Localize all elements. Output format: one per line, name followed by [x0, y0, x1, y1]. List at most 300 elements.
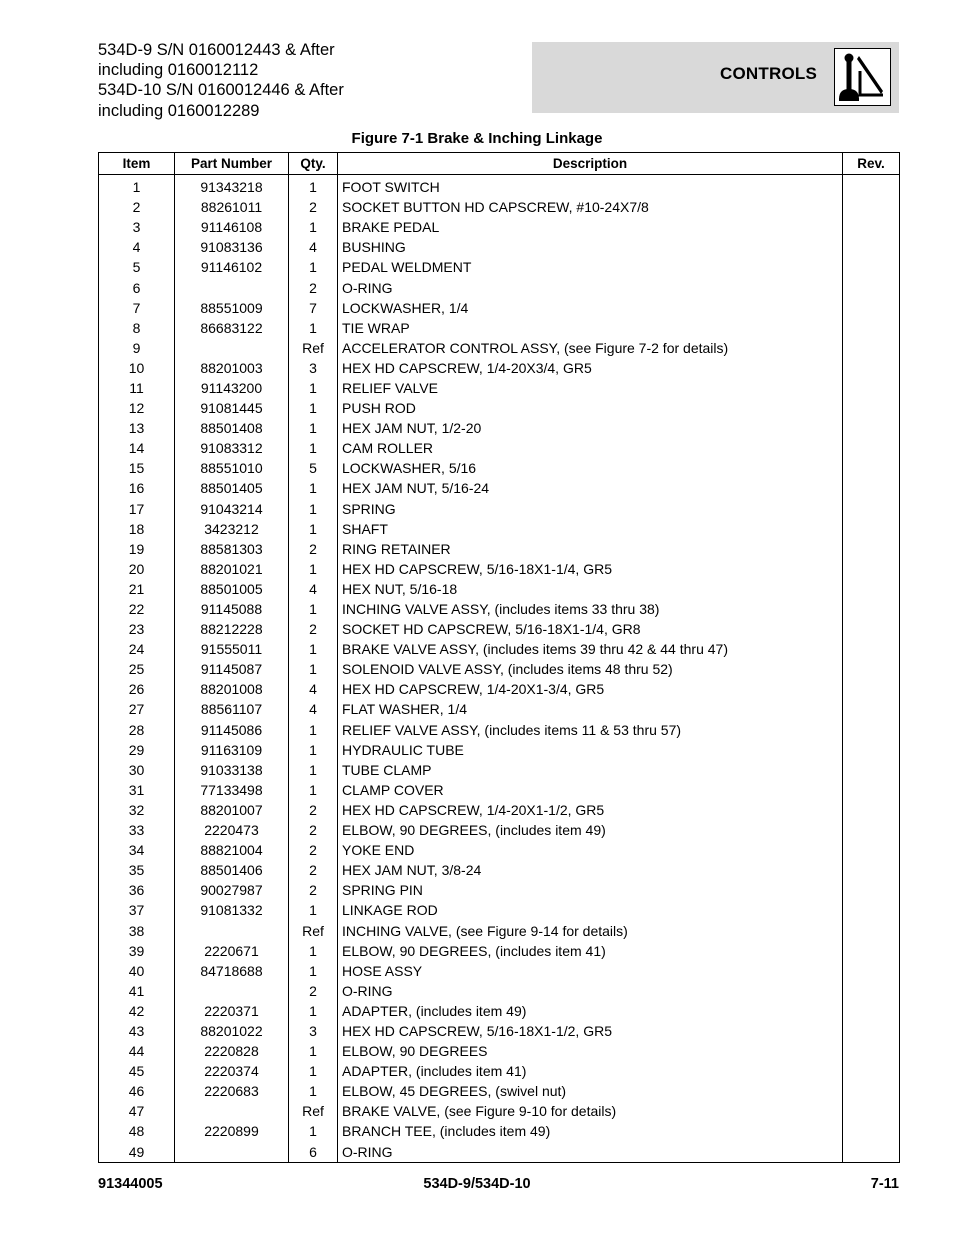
cell-qty: 3 — [289, 358, 338, 378]
cell-description: INCHING VALVE, (see Figure 9-14 for details) — [338, 920, 843, 940]
cell-item: 6 — [99, 277, 175, 297]
cell-part-number: 91043214 — [175, 499, 289, 519]
cell-rev — [843, 860, 900, 880]
cell-description: HEX JAM NUT, 3/8-24 — [338, 860, 843, 880]
col-header-qty: Qty. — [289, 153, 338, 175]
cell-part-number: 91145086 — [175, 720, 289, 740]
cell-qty: 1 — [289, 1001, 338, 1021]
table-row — [99, 298, 900, 318]
table-row — [99, 880, 900, 900]
cell-rev — [843, 820, 900, 840]
footer-model: 534D-9/534D-10 — [423, 1176, 531, 1192]
cell-description: CAM ROLLER — [338, 438, 843, 458]
table-row — [99, 237, 900, 257]
col-header-item: Item — [99, 153, 175, 175]
cell-part-number: 88201022 — [175, 1021, 289, 1041]
cell-item: 17 — [99, 499, 175, 519]
cell-part-number: 88201021 — [175, 559, 289, 579]
cell-rev — [843, 499, 900, 519]
cell-description: O-RING — [338, 277, 843, 297]
cell-rev — [843, 478, 900, 498]
cell-rev — [843, 418, 900, 438]
cell-description: BRANCH TEE, (includes item 49) — [338, 1121, 843, 1141]
cell-item: 30 — [99, 760, 175, 780]
cell-description: HOSE ASSY — [338, 961, 843, 981]
cell-item: 11 — [99, 378, 175, 398]
cell-description: LOCKWASHER, 1/4 — [338, 298, 843, 318]
cell-item: 46 — [99, 1081, 175, 1101]
cell-qty: 1 — [289, 740, 338, 760]
cell-item: 20 — [99, 559, 175, 579]
table-row — [99, 338, 900, 358]
table-row — [99, 499, 900, 519]
cell-qty: 1 — [289, 438, 338, 458]
cell-description: LOCKWASHER, 5/16 — [338, 458, 843, 478]
cell-item: 35 — [99, 860, 175, 880]
table-row — [99, 257, 900, 277]
table-row — [99, 679, 900, 699]
cell-rev — [843, 519, 900, 539]
cell-description: SHAFT — [338, 519, 843, 539]
cell-part-number: 3423212 — [175, 519, 289, 539]
cell-description: HEX JAM NUT, 1/2-20 — [338, 418, 843, 438]
cell-item: 31 — [99, 780, 175, 800]
cell-qty: 2 — [289, 619, 338, 639]
cell-item: 25 — [99, 659, 175, 679]
cell-rev — [843, 1001, 900, 1021]
table-row — [99, 699, 900, 719]
cell-qty: 1 — [289, 720, 338, 740]
cell-item: 19 — [99, 539, 175, 559]
table-row — [99, 920, 900, 940]
cell-part-number: 91146102 — [175, 257, 289, 277]
cell-item: 40 — [99, 961, 175, 981]
cell-part-number: 88501408 — [175, 418, 289, 438]
cell-part-number — [175, 981, 289, 1001]
cell-qty: 2 — [289, 981, 338, 1001]
cell-qty: 1 — [289, 760, 338, 780]
table-row — [99, 820, 900, 840]
cell-item: 38 — [99, 920, 175, 940]
table-row — [99, 197, 900, 217]
cell-item: 32 — [99, 800, 175, 820]
cell-part-number: 91163109 — [175, 740, 289, 760]
cell-part-number: 2220828 — [175, 1041, 289, 1061]
cell-rev — [843, 619, 900, 639]
cell-rev — [843, 175, 900, 198]
table-row — [99, 1001, 900, 1021]
table-row — [99, 579, 900, 599]
cell-rev — [843, 458, 900, 478]
cell-description: SOCKET BUTTON HD CAPSCREW, #10-24X7/8 — [338, 197, 843, 217]
cell-part-number: 77133498 — [175, 780, 289, 800]
cell-part-number: 88261011 — [175, 197, 289, 217]
table-row — [99, 941, 900, 961]
cell-part-number: 2220371 — [175, 1001, 289, 1021]
cell-part-number: 88551009 — [175, 298, 289, 318]
cell-description: ELBOW, 90 DEGREES, (includes item 49) — [338, 820, 843, 840]
cell-qty: 1 — [289, 318, 338, 338]
cell-item: 18 — [99, 519, 175, 539]
cell-item: 22 — [99, 599, 175, 619]
table-row — [99, 1041, 900, 1061]
cell-item: 27 — [99, 699, 175, 719]
cell-item: 16 — [99, 478, 175, 498]
table-row — [99, 599, 900, 619]
table-row — [99, 1101, 900, 1121]
cell-rev — [843, 1101, 900, 1121]
cell-rev — [843, 961, 900, 981]
table-row — [99, 458, 900, 478]
cell-part-number: 88551010 — [175, 458, 289, 478]
cell-part-number: 90027987 — [175, 880, 289, 900]
cell-qty: 4 — [289, 699, 338, 719]
cell-description: PEDAL WELDMENT — [338, 257, 843, 277]
footer-doc-number: 91344005 — [98, 1176, 163, 1192]
cell-description: BUSHING — [338, 237, 843, 257]
cell-item: 2 — [99, 197, 175, 217]
table-row — [99, 478, 900, 498]
cell-qty: 2 — [289, 539, 338, 559]
cell-qty: 1 — [289, 1061, 338, 1081]
cell-item: 33 — [99, 820, 175, 840]
cell-rev — [843, 318, 900, 338]
cell-description: YOKE END — [338, 840, 843, 860]
table-row — [99, 720, 900, 740]
parts-table — [98, 152, 900, 1163]
cell-item: 8 — [99, 318, 175, 338]
cell-item: 26 — [99, 679, 175, 699]
table-row — [99, 175, 900, 198]
cell-description: PUSH ROD — [338, 398, 843, 418]
table-row — [99, 1121, 900, 1141]
cell-part-number: 88212228 — [175, 619, 289, 639]
cell-item: 5 — [99, 257, 175, 277]
cell-part-number: 2220683 — [175, 1081, 289, 1101]
cell-item: 37 — [99, 900, 175, 920]
cell-part-number: 88501406 — [175, 860, 289, 880]
col-header-part-number: Part Number — [175, 153, 289, 175]
cell-part-number: 91033138 — [175, 760, 289, 780]
cell-qty: 2 — [289, 880, 338, 900]
cell-rev — [843, 237, 900, 257]
cell-qty: 1 — [289, 175, 338, 198]
cell-rev — [843, 1061, 900, 1081]
cell-qty: 2 — [289, 277, 338, 297]
cell-item: 14 — [99, 438, 175, 458]
cell-item: 15 — [99, 458, 175, 478]
cell-item: 4 — [99, 237, 175, 257]
col-header-rev: Rev. — [843, 153, 900, 175]
cell-qty: 2 — [289, 840, 338, 860]
cell-item: 47 — [99, 1101, 175, 1121]
cell-description: BRAKE VALVE ASSY, (includes items 39 thru 42 & 44 thru 47) — [338, 639, 843, 659]
cell-description: HEX HD CAPSCREW, 5/16-18X1-1/2, GR5 — [338, 1021, 843, 1041]
cell-rev — [843, 378, 900, 398]
cell-item: 43 — [99, 1021, 175, 1041]
cell-rev — [843, 1121, 900, 1141]
cell-qty: 1 — [289, 478, 338, 498]
cell-qty: 1 — [289, 418, 338, 438]
cell-item: 7 — [99, 298, 175, 318]
cell-description: HEX HD CAPSCREW, 1/4-20X3/4, GR5 — [338, 358, 843, 378]
footer-page-number: 7-11 — [870, 1176, 899, 1192]
cell-item: 1 — [99, 175, 175, 198]
cell-rev — [843, 559, 900, 579]
table-row — [99, 1061, 900, 1081]
cell-rev — [843, 298, 900, 318]
cell-description: HEX HD CAPSCREW, 5/16-18X1-1/4, GR5 — [338, 559, 843, 579]
cell-part-number: 88561107 — [175, 699, 289, 719]
cell-part-number: 88201007 — [175, 800, 289, 820]
cell-description: TIE WRAP — [338, 318, 843, 338]
cell-qty: 1 — [289, 941, 338, 961]
cell-qty: 1 — [289, 1041, 338, 1061]
cell-description: HEX NUT, 5/16-18 — [338, 579, 843, 599]
table-row — [99, 780, 900, 800]
cell-qty: Ref — [289, 1101, 338, 1121]
cell-rev — [843, 257, 900, 277]
cell-part-number: 91083136 — [175, 237, 289, 257]
cell-qty: 4 — [289, 237, 338, 257]
cell-part-number: 91081332 — [175, 900, 289, 920]
cell-rev — [843, 699, 900, 719]
table-row — [99, 760, 900, 780]
cell-part-number: 91343218 — [175, 175, 289, 198]
cell-rev — [843, 197, 900, 217]
cell-rev — [843, 1021, 900, 1041]
cell-qty: 1 — [289, 398, 338, 418]
cell-rev — [843, 941, 900, 961]
cell-rev — [843, 1142, 900, 1163]
cell-qty: 1 — [289, 519, 338, 539]
cell-rev — [843, 760, 900, 780]
cell-description: O-RING — [338, 1142, 843, 1163]
cell-rev — [843, 217, 900, 237]
table-row — [99, 358, 900, 378]
cell-rev — [843, 740, 900, 760]
table-row — [99, 318, 900, 338]
cell-item: 49 — [99, 1142, 175, 1163]
cell-rev — [843, 880, 900, 900]
cell-qty: 1 — [289, 780, 338, 800]
cell-qty: 5 — [289, 458, 338, 478]
cell-qty: 3 — [289, 1021, 338, 1041]
table-row — [99, 539, 900, 559]
cell-description: SPRING PIN — [338, 880, 843, 900]
cell-part-number: 88581303 — [175, 539, 289, 559]
cell-part-number: 91081445 — [175, 398, 289, 418]
cell-description: BRAKE PEDAL — [338, 217, 843, 237]
table-row — [99, 438, 900, 458]
cell-description: LINKAGE ROD — [338, 900, 843, 920]
cell-rev — [843, 539, 900, 559]
cell-item: 36 — [99, 880, 175, 900]
cell-part-number: 2220473 — [175, 820, 289, 840]
cell-description: HEX HD CAPSCREW, 1/4-20X1-1/2, GR5 — [338, 800, 843, 820]
table-row — [99, 559, 900, 579]
cell-description: INCHING VALVE ASSY, (includes items 33 thru 38) — [338, 599, 843, 619]
table-row — [99, 840, 900, 860]
table-row — [99, 398, 900, 418]
cell-part-number: 86683122 — [175, 318, 289, 338]
table-row — [99, 659, 900, 679]
cell-description: HEX HD CAPSCREW, 1/4-20X1-3/4, GR5 — [338, 679, 843, 699]
cell-qty: 1 — [289, 1121, 338, 1141]
cell-qty: 1 — [289, 599, 338, 619]
cell-description: ELBOW, 90 DEGREES, (includes item 41) — [338, 941, 843, 961]
cell-description: SOLENOID VALVE ASSY, (includes items 48 thru 52) — [338, 659, 843, 679]
cell-item: 24 — [99, 639, 175, 659]
table-row — [99, 639, 900, 659]
cell-part-number — [175, 1101, 289, 1121]
header-line: including 0160012289 — [98, 101, 260, 120]
cell-rev — [843, 338, 900, 358]
cell-item: 42 — [99, 1001, 175, 1021]
cell-qty: 6 — [289, 1142, 338, 1163]
cell-part-number: 91083312 — [175, 438, 289, 458]
table-row — [99, 900, 900, 920]
cell-rev — [843, 579, 900, 599]
cell-item: 12 — [99, 398, 175, 418]
cell-rev — [843, 1081, 900, 1101]
cell-qty: 1 — [289, 217, 338, 237]
cell-description: RELIEF VALVE ASSY, (includes items 11 & 53 thru 57) — [338, 720, 843, 740]
figure-title: Figure 7-1 Brake & Inching Linkage — [351, 130, 603, 147]
cell-rev — [843, 800, 900, 820]
cell-item: 13 — [99, 418, 175, 438]
table-row — [99, 277, 900, 297]
cell-part-number — [175, 1142, 289, 1163]
cell-description: HYDRAULIC TUBE — [338, 740, 843, 760]
section-title: CONTROLS — [720, 64, 817, 83]
cell-qty: 1 — [289, 961, 338, 981]
cell-rev — [843, 679, 900, 699]
cell-rev — [843, 398, 900, 418]
cell-qty: 2 — [289, 800, 338, 820]
cell-description: TUBE CLAMP — [338, 760, 843, 780]
table-row — [99, 519, 900, 539]
cell-item: 21 — [99, 579, 175, 599]
cell-item: 23 — [99, 619, 175, 639]
cell-description: RING RETAINER — [338, 539, 843, 559]
cell-part-number: 91145088 — [175, 599, 289, 619]
cell-part-number: 88501005 — [175, 579, 289, 599]
table-row — [99, 1142, 900, 1163]
cell-qty: 1 — [289, 900, 338, 920]
header-line: including 0160012112 — [98, 61, 259, 80]
cell-qty: 1 — [289, 378, 338, 398]
cell-qty: 1 — [289, 659, 338, 679]
cell-part-number — [175, 920, 289, 940]
cell-part-number: 88821004 — [175, 840, 289, 860]
table-row — [99, 217, 900, 237]
cell-description: ELBOW, 45 DEGREES, (swivel nut) — [338, 1081, 843, 1101]
cell-qty: 1 — [289, 1081, 338, 1101]
cell-rev — [843, 599, 900, 619]
table-row — [99, 740, 900, 760]
cell-description: SOCKET HD CAPSCREW, 5/16-18X1-1/4, GR8 — [338, 619, 843, 639]
cell-qty: 4 — [289, 579, 338, 599]
table-row — [99, 961, 900, 981]
cell-part-number: 91143200 — [175, 378, 289, 398]
table-row — [99, 378, 900, 398]
table-row — [99, 860, 900, 880]
cell-description: BRAKE VALVE, (see Figure 9-10 for details) — [338, 1101, 843, 1121]
cell-qty: Ref — [289, 338, 338, 358]
cell-item: 10 — [99, 358, 175, 378]
table-header-row — [99, 153, 900, 175]
cell-qty: 2 — [289, 197, 338, 217]
table-row — [99, 1021, 900, 1041]
cell-item: 9 — [99, 338, 175, 358]
controls-lever-icon — [834, 48, 891, 106]
cell-qty: 1 — [289, 559, 338, 579]
cell-rev — [843, 981, 900, 1001]
cell-qty: 2 — [289, 820, 338, 840]
cell-item: 34 — [99, 840, 175, 860]
table-row — [99, 418, 900, 438]
cell-qty: 4 — [289, 679, 338, 699]
cell-rev — [843, 659, 900, 679]
cell-item: 39 — [99, 941, 175, 961]
cell-qty: 1 — [289, 639, 338, 659]
cell-description: SPRING — [338, 499, 843, 519]
cell-qty: Ref — [289, 920, 338, 940]
cell-qty: 2 — [289, 860, 338, 880]
cell-item: 3 — [99, 217, 175, 237]
table-row — [99, 800, 900, 820]
cell-description: HEX JAM NUT, 5/16-24 — [338, 478, 843, 498]
cell-description: ADAPTER, (includes item 49) — [338, 1001, 843, 1021]
cell-part-number: 2220899 — [175, 1121, 289, 1141]
header-line: 534D-10 S/N 0160012446 & After — [98, 81, 344, 100]
cell-qty: 7 — [289, 298, 338, 318]
cell-description: ACCELERATOR CONTROL ASSY, (see Figure 7-2 for details) — [338, 338, 843, 358]
cell-part-number: 91145087 — [175, 659, 289, 679]
cell-part-number: 84718688 — [175, 961, 289, 981]
cell-rev — [843, 900, 900, 920]
cell-description: CLAMP COVER — [338, 780, 843, 800]
cell-item: 41 — [99, 981, 175, 1001]
table-body — [99, 175, 900, 1163]
cell-description: FLAT WASHER, 1/4 — [338, 699, 843, 719]
cell-description: O-RING — [338, 981, 843, 1001]
cell-rev — [843, 358, 900, 378]
cell-part-number: 88201003 — [175, 358, 289, 378]
cell-item: 29 — [99, 740, 175, 760]
cell-part-number — [175, 277, 289, 297]
model-serial-header — [98, 40, 344, 121]
table-row — [99, 981, 900, 1001]
cell-item: 28 — [99, 720, 175, 740]
cell-part-number: 88201008 — [175, 679, 289, 699]
cell-rev — [843, 639, 900, 659]
header-line: 534D-9 S/N 0160012443 & After — [98, 41, 335, 59]
cell-rev — [843, 840, 900, 860]
cell-part-number — [175, 338, 289, 358]
cell-part-number: 91555011 — [175, 639, 289, 659]
cell-qty: 1 — [289, 257, 338, 277]
cell-item: 48 — [99, 1121, 175, 1141]
cell-rev — [843, 920, 900, 940]
table-row — [99, 1081, 900, 1101]
cell-description: ADAPTER, (includes item 41) — [338, 1061, 843, 1081]
cell-item: 44 — [99, 1041, 175, 1061]
cell-description: ELBOW, 90 DEGREES — [338, 1041, 843, 1061]
cell-rev — [843, 780, 900, 800]
cell-qty: 1 — [289, 499, 338, 519]
